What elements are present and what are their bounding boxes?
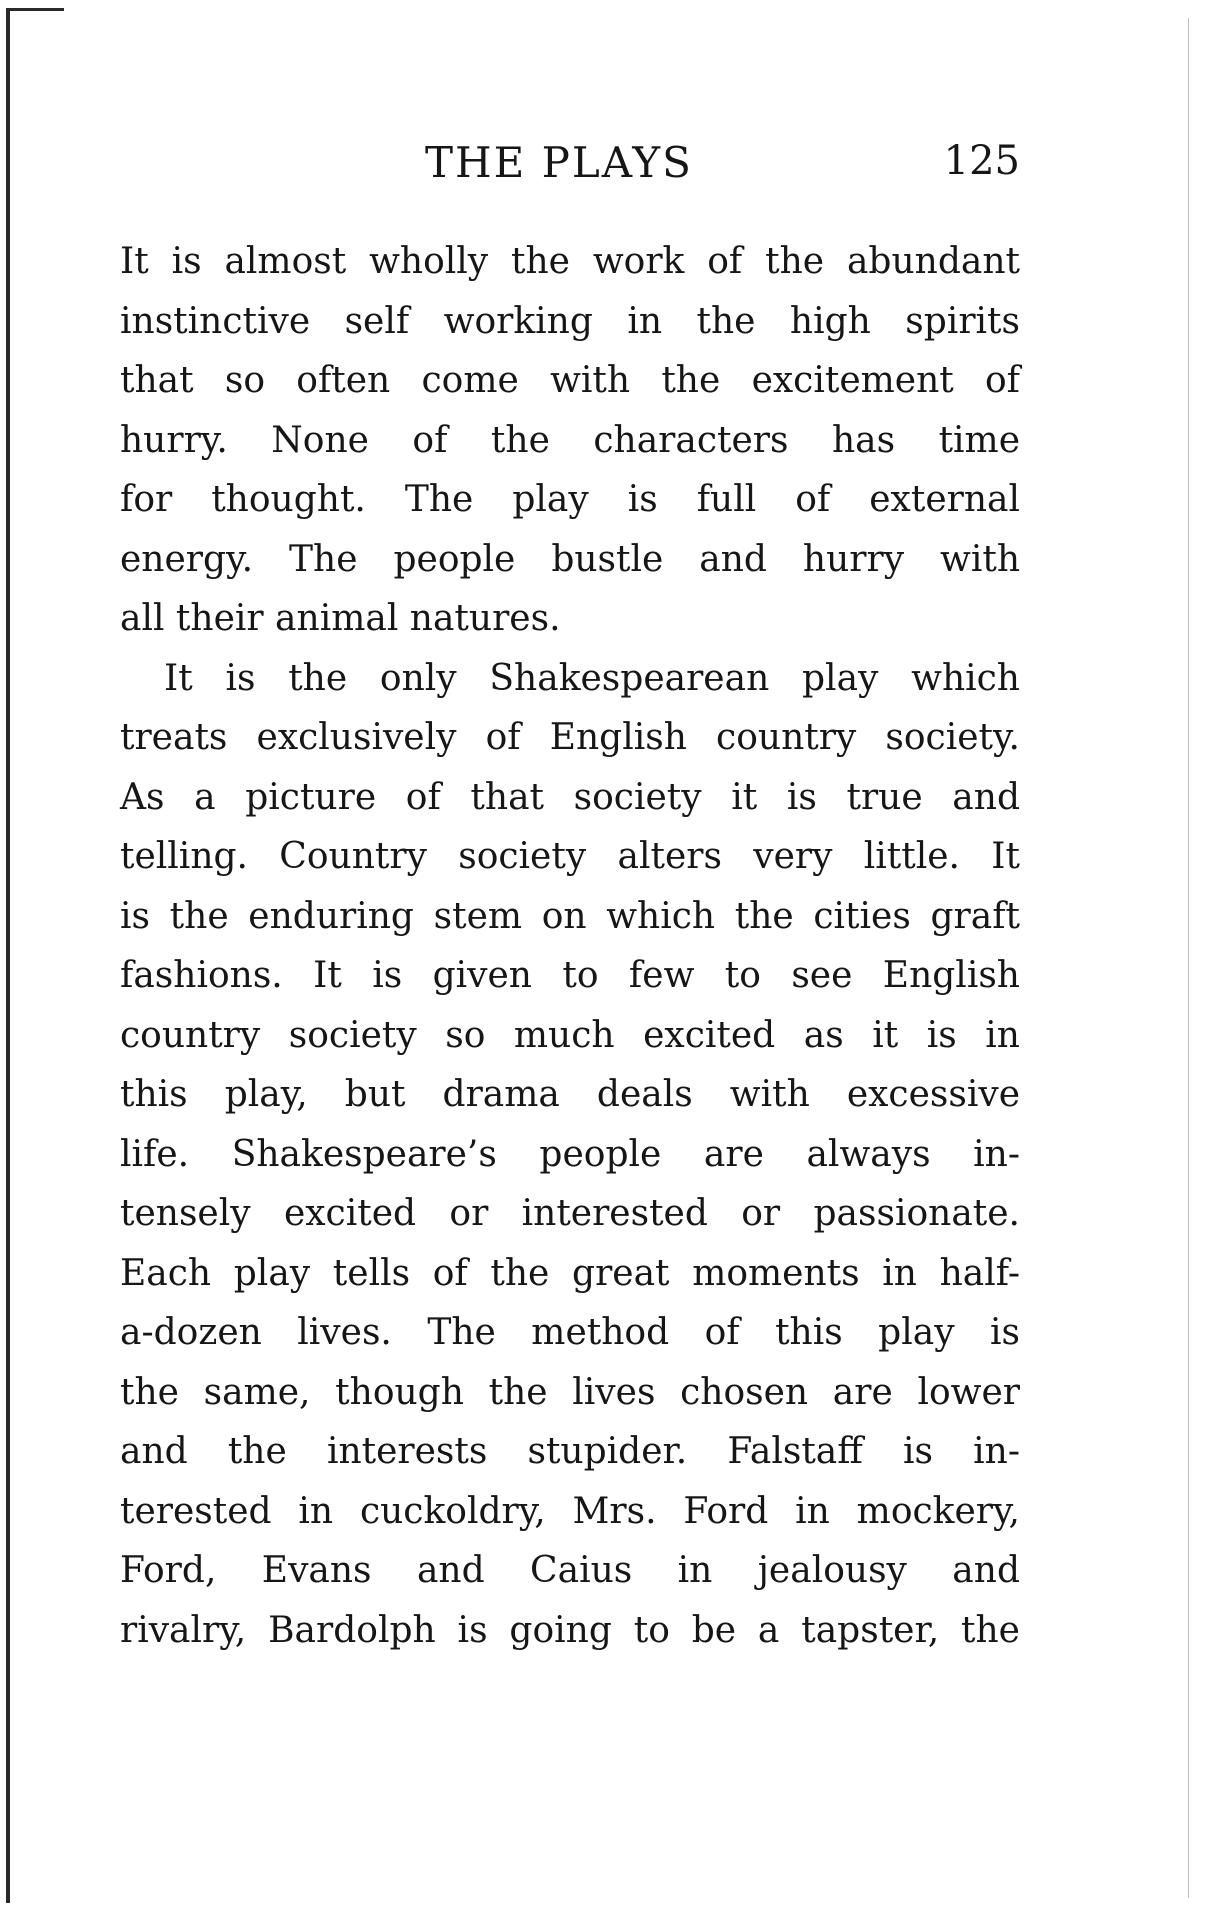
text-line: It is almost wholly the work of the abundant xyxy=(120,241,1020,282)
text-line: life. Shakespeare’s people are always in- xyxy=(120,1133,1020,1175)
page-corner-mark xyxy=(6,8,64,11)
page-right-edge-rule xyxy=(1188,18,1189,1898)
paragraph xyxy=(120,649,1020,1661)
text-line: As a picture of that society it is true and xyxy=(120,776,1020,818)
text-line: Each play tells of the great moments in half- xyxy=(120,1252,1020,1294)
page-left-edge-rule xyxy=(6,8,10,1903)
page-header xyxy=(120,138,1020,190)
text-line: and the interests stupider. Falstaff is in- xyxy=(120,1431,1020,1472)
text-line: rivalry, Bardolph is going to be a tapster, the xyxy=(120,1609,1020,1651)
text-line: telling. Country society alters very little. It xyxy=(120,836,1020,877)
text-line: Ford, Evans and Caius in jealousy and xyxy=(120,1550,1020,1591)
text-line: this play, but drama deals with excessive xyxy=(120,1074,1020,1115)
text-line: country society so much excited as it is in xyxy=(120,1014,1020,1056)
text-line: energy. The people bustle and hurry with xyxy=(120,538,1020,580)
text-line: treats exclusively of English country society. xyxy=(120,717,1020,758)
body-text xyxy=(120,232,1020,1660)
text-line: tensely excited or interested or passionate. xyxy=(120,1193,1020,1234)
text-line: the same, though the lives chosen are lower xyxy=(120,1371,1020,1413)
text-line: is the enduring stem on which the cities graft xyxy=(120,895,1020,937)
text-line: terested in cuckoldry, Mrs. Ford in mockery, xyxy=(120,1490,1020,1532)
paragraph xyxy=(120,232,1020,649)
text-line: that so often come with the excitement of xyxy=(120,360,1020,401)
text-line: instinctive self working in the high spirits xyxy=(120,300,1020,342)
text-line: fashions. It is given to few to see English xyxy=(120,955,1020,996)
text-line: for thought. The play is full of external xyxy=(120,479,1020,520)
running-title: THE PLAYS xyxy=(425,138,693,187)
text-line: a-dozen lives. The method of this play is xyxy=(120,1312,1020,1353)
text-line: It is the only Shakespearean play which xyxy=(164,657,1020,699)
page-number: 125 xyxy=(943,138,1020,184)
text-line: all their animal natures. xyxy=(120,598,561,639)
text-line: hurry. None of the characters has time xyxy=(120,419,1020,461)
